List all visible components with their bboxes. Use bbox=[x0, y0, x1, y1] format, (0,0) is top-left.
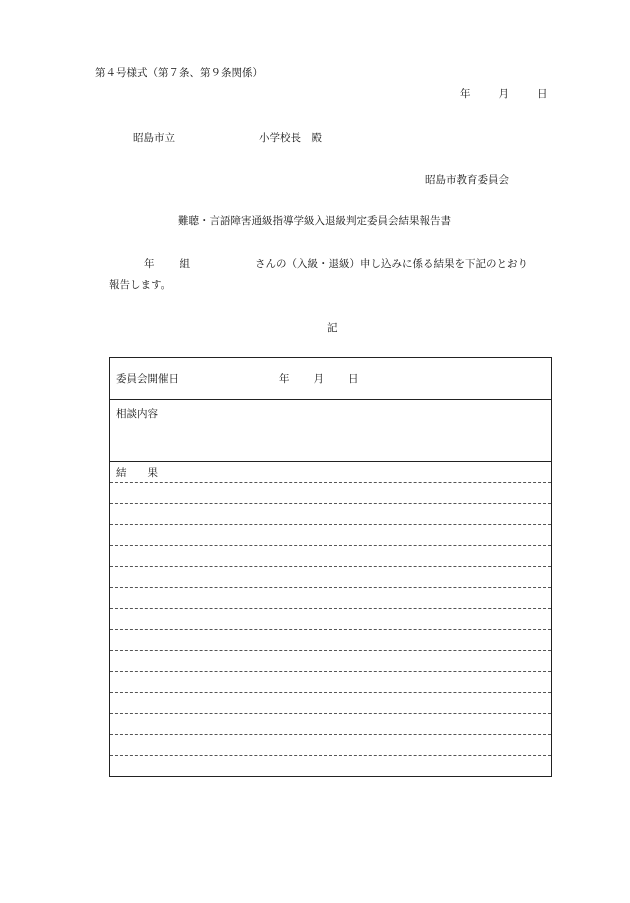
result-row bbox=[110, 462, 551, 776]
addressee bbox=[133, 131, 322, 145]
form-number: 第４号様式（第７条、第９条関係） bbox=[95, 67, 263, 79]
body-class: 組 bbox=[179, 258, 190, 270]
date-line bbox=[460, 87, 548, 101]
ki-heading: 記 bbox=[327, 322, 338, 334]
sender: 昭島市教育委員会 bbox=[425, 174, 509, 186]
addressee-prefix: 昭島市立 bbox=[133, 132, 175, 144]
body-line-1 bbox=[144, 257, 528, 271]
writing-line bbox=[110, 713, 551, 714]
meeting-year: 年 bbox=[279, 373, 290, 385]
writing-line bbox=[110, 524, 551, 525]
addressee-suffix: 小学校長 殿 bbox=[259, 132, 322, 144]
date-month: 月 bbox=[498, 88, 509, 100]
writing-line bbox=[110, 755, 551, 756]
writing-line bbox=[110, 587, 551, 588]
writing-line bbox=[110, 629, 551, 630]
date-day: 日 bbox=[537, 88, 548, 100]
document-title: 難聴・言語障害通級指導学級入退級判定委員会結果報告書 bbox=[178, 215, 451, 227]
meeting-day: 日 bbox=[348, 373, 359, 385]
meeting-month: 月 bbox=[313, 373, 324, 385]
writing-line bbox=[110, 734, 551, 735]
writing-line bbox=[110, 671, 551, 672]
meeting-date-label: 委員会開催日 bbox=[116, 373, 179, 385]
writing-line bbox=[110, 566, 551, 567]
writing-line bbox=[110, 608, 551, 609]
writing-line bbox=[110, 503, 551, 504]
writing-line bbox=[110, 650, 551, 651]
writing-line bbox=[110, 545, 551, 546]
body-line1-rest: さんの（入級・退級）申し込みに係る結果を下記のとおり bbox=[255, 258, 528, 270]
meeting-date-value bbox=[279, 372, 359, 386]
result-table bbox=[109, 357, 552, 777]
writing-line bbox=[110, 482, 551, 483]
result-label: 結 果 bbox=[116, 467, 158, 479]
date-year: 年 bbox=[460, 88, 471, 100]
consultation-label: 相談内容 bbox=[116, 408, 158, 420]
writing-line bbox=[110, 692, 551, 693]
consultation-row bbox=[110, 400, 551, 462]
body-line-2: 報告します。 bbox=[109, 279, 172, 291]
meeting-date-row bbox=[110, 358, 551, 400]
body-grade: 年 bbox=[144, 258, 155, 270]
